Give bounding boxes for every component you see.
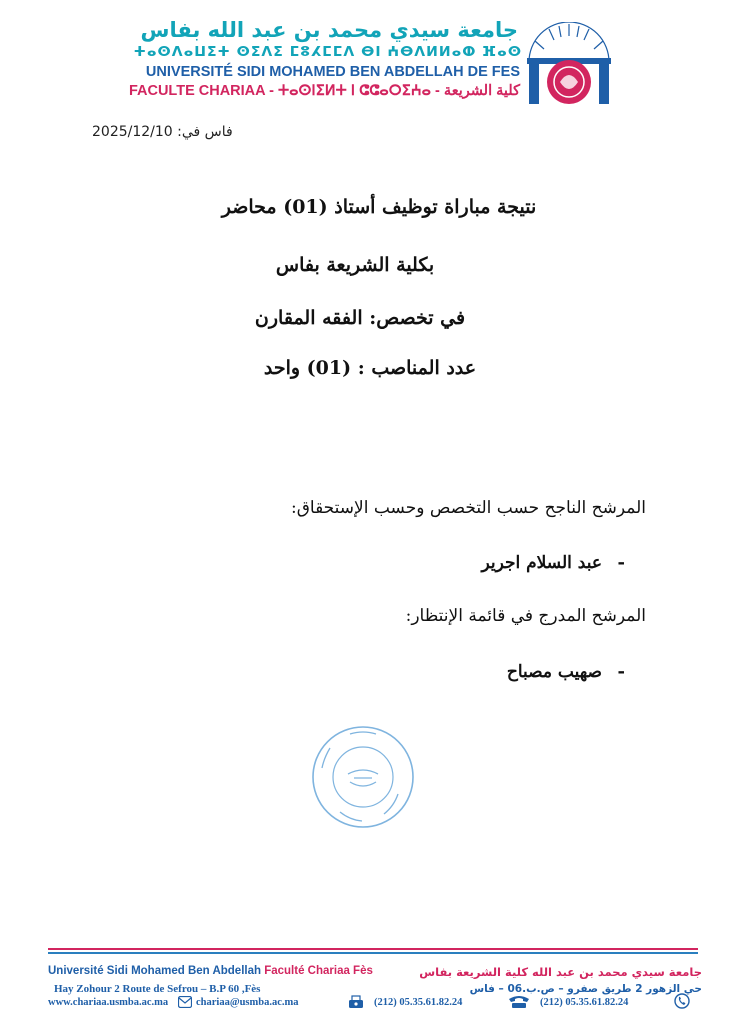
footer-address-french: Hay Zohour 2 Route de Sefrou – B.P 60 ,Fès [54,983,261,995]
footer-phone-number: (212) 05.35.61.82.24 [540,997,629,1008]
fax-icon [348,995,364,1009]
winner-bullet: - [617,552,625,573]
winner-name: عبد السلام اجرير [481,553,602,573]
winner-label: المرشح الناجح حسب التخصص وحسب الإستحقاق: [290,498,646,518]
telephone-icon [508,995,530,1009]
university-name-tifinagh: ⵜⴰⵙⴷⴰⵡⵉⵜ ⵙⵉⴷⵉ ⵎⵓⵃⵎⵎⴷ ⴱⵏ ⵄⴱⴷⵍⵍⴰⵀ ⴼⴰⵙ [133,44,522,60]
footer-university-name: Université Sidi Mohamed Ben Abdellah [48,965,262,977]
phone-circle-icon [674,993,690,1009]
document-date: فاس في: 2025/12/10 [92,124,233,140]
footer-divider-blue [48,952,698,954]
title-line-1: نتيجة مباراة توظيف أستاذ (01) محاضر [221,196,537,218]
waitlist-label: المرشح المدرج في قائمة الإنتظار: [405,606,646,626]
footer-email-link[interactable]: chariaa@usmba.ac.ma [196,997,299,1008]
waitlist-name: صهيب مصباح [506,662,602,682]
university-name-arabic: جامعة سيدي محمد بن عبد الله بفاس [140,18,518,42]
footer-divider-pink [48,948,698,950]
title-line-3: في تخصص: الفقه المقارن [254,307,466,329]
faculty-stamp [310,724,416,830]
university-name-french: UNIVERSITÉ SIDI MOHAMED BEN ABDELLAH DE FES [145,64,520,80]
footer-website-link[interactable]: www.chariaa.usmba.ac.ma [48,997,169,1008]
footer-fax-number: (212) 05.35.61.82.24 [374,997,463,1008]
title-line-2: بكلية الشريعة بفاس [275,254,435,276]
footer-university-french [48,965,373,977]
footer-address-arabic: حي الزهور 2 طريق صفرو – ص.ب.06 – فاس [469,983,702,995]
footer-university-arabic: جامعة سيدي محمد بن عبد الله كلية الشريعة بفاس [419,965,702,979]
waitlist-bullet: - [617,661,625,682]
title-line-4: عدد المناصب : (01) واحد [263,357,477,379]
faculty-name-line: FACULTE CHARIAA - ⵜⴰⵙⵏⵉⵍⵜ ⵏ ⵛⵛⴰⵔⵉⵄⴰ - كلية الشريعة [128,83,520,99]
footer-faculty-name: Faculté Chariaa Fès [264,965,373,977]
email-icon [178,996,192,1008]
university-logo [523,22,615,106]
